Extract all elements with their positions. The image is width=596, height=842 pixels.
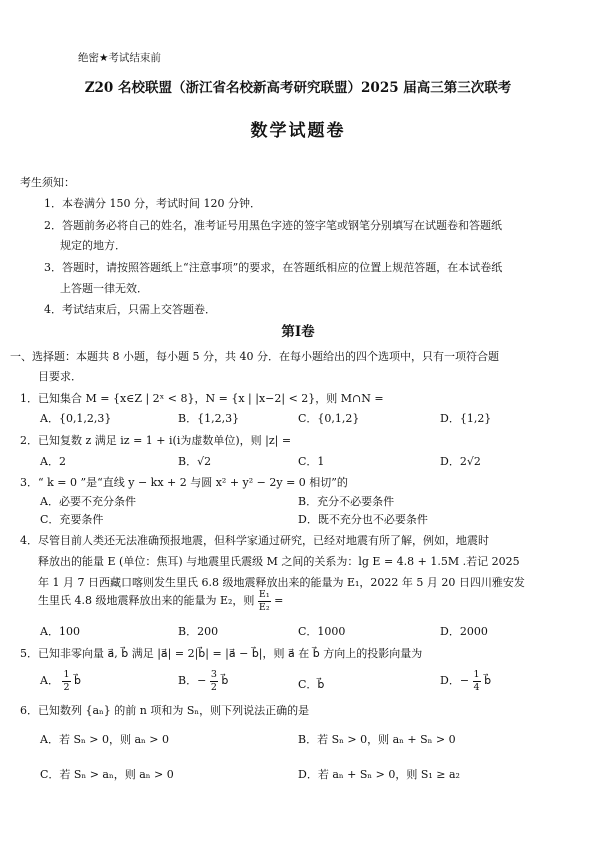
question-2-stem: 2．已知复数 z 满足 iz = 1 + i(i为虚数单位)，则 |z| =	[20, 434, 292, 447]
q6-option-a: A．若 Sₙ > 0，则 aₙ > 0	[40, 733, 169, 746]
energy-ratio-fraction	[258, 590, 271, 612]
q5-option-a	[40, 670, 81, 692]
exam-title: Z20 名校联盟（浙江省名校新高考研究联盟）2025 届高三第三次联考	[84, 80, 512, 96]
section-instructions-cont: 目要求．	[38, 370, 82, 383]
q5-d-fraction	[473, 670, 481, 692]
q5-option-d	[440, 670, 491, 692]
q1-option-d: D．{1,2}	[440, 412, 492, 425]
q2-option-d: D．2√2	[440, 455, 481, 468]
q5-d-vector: b⃗	[484, 674, 492, 687]
question-4-line-1: 4．尽管目前人类还无法准确预报地震，但科学家通过研究，已经对地震有所了解，例如，地震时	[20, 534, 489, 547]
q5-b-fraction	[210, 670, 218, 692]
q5-option-c: C．b⃗	[298, 678, 325, 691]
q2-option-a: A．2	[40, 455, 66, 468]
notice-item-1: 1．本卷满分 150 分，考试时间 120 分钟．	[44, 197, 261, 210]
q4-option-a: A．100	[40, 625, 80, 638]
question-3-stem: 3．“ k = 0 ”是“直线 y − kx + 2 与圆 x² + y² − 2y = 0 相切”的	[20, 476, 348, 489]
q5-a-num: 1	[63, 669, 70, 680]
question-4-line-2: 释放出的能量 E (单位：焦耳) 与地震里氏震级 M 之间的关系为：lg E = 4.8 + 1.5M .若记 2025	[38, 555, 520, 568]
q5-a-prefix: A．	[40, 674, 59, 687]
notice-item-4: 4．考试结束后，只需上交答题卷．	[44, 303, 216, 316]
secret-label: 绝密★考试结束前	[78, 52, 161, 64]
q6-option-c: C．若 Sₙ > aₙ，则 aₙ > 0	[40, 768, 174, 781]
q5-a-fraction	[62, 670, 70, 692]
q5-a-den: 2	[63, 681, 70, 693]
q5-b-den: 2	[210, 681, 217, 693]
q5-d-num: 1	[473, 669, 480, 680]
q5-b-num: 3	[210, 669, 217, 680]
q2-option-c: C．1	[298, 455, 325, 468]
question-4-line-4	[38, 590, 283, 612]
question-4-line-3: 年 1 月 7 日西藏口喀则发生里氏 6.8 级地震释放出来的能量为 E₁，2022 年 5 月 20 日四川雅安发	[38, 576, 525, 589]
q5-b-prefix: B．−	[178, 674, 207, 687]
fraction-numerator: E₁	[258, 589, 270, 600]
fraction-denominator: E₂	[258, 601, 270, 613]
notice-item-2: 2．答题前务必将自己的姓名，准考证号用黑色字迹的签字笔或钢笔分别填写在试题卷和答题纸	[44, 219, 502, 232]
q4-line-4-text: 生里氏 4.8 级地震释放出来的能量为 E₂，则	[38, 594, 255, 607]
notice-item-3-cont: 上答题一律无效．	[60, 282, 148, 295]
notice-item-2-cont: 规定的地方．	[60, 239, 126, 252]
q1-option-c: C．{0,1,2}	[298, 412, 360, 425]
q2-option-b: B．√2	[178, 455, 212, 468]
q1-option-a: A．{0,1,2,3}	[40, 412, 112, 425]
q5-b-vector: b⃗	[221, 674, 229, 687]
notice-heading: 考生须知：	[20, 176, 75, 189]
question-5-stem: 5．已知非零向量 a⃗, b⃗ 满足 |a⃗| = 2|b⃗| = |a⃗ − b⃗|，则 a⃗ 在 b⃗ 方向上的投影向量为	[20, 647, 423, 660]
q4-equals: =	[274, 594, 284, 607]
notice-item-3: 3．答题时，请按照答题纸上“注意事项”的要求，在答题纸相应的位置上规范答题，在本试卷纸	[44, 261, 503, 274]
q5-a-vector: b⃗	[74, 674, 81, 687]
q3-option-d: D．既不充分也不必要条件	[298, 513, 428, 526]
q4-option-d: D．2000	[440, 625, 488, 638]
q6-option-b: B．若 Sₙ > 0，则 aₙ + Sₙ > 0	[298, 733, 456, 746]
q6-option-d: D．若 aₙ + Sₙ > 0，则 S₁ ≥ a₂	[298, 768, 460, 781]
q5-d-prefix: D．−	[440, 674, 470, 687]
part-title: 第Ⅰ卷	[281, 324, 315, 340]
q5-option-b	[178, 670, 228, 692]
q1-option-b: B．{1,2,3}	[178, 412, 240, 425]
q3-option-a: A．必要不充分条件	[40, 495, 136, 508]
section-instructions: 一、选择题：本题共 8 小题，每小题 5 分，共 40 分．在每小题给出的四个选项中，只有一项符合题	[10, 350, 499, 363]
q4-option-b: B．200	[178, 625, 219, 638]
q3-option-c: C．充要条件	[40, 513, 104, 526]
exam-subtitle: 数学试题卷	[250, 121, 346, 141]
q4-option-c: C．1000	[298, 625, 346, 638]
q3-option-b: B．充分不必要条件	[298, 495, 395, 508]
question-1-stem: 1．已知集合 M = {x∈Z | 2ˣ < 8}，N = {x | |x−2| < 2}，则 M∩N =	[20, 392, 384, 405]
q5-d-den: 4	[473, 681, 480, 693]
question-6-stem: 6．已知数列 {aₙ} 的前 n 项和为 Sₙ，则下列说法正确的是	[20, 704, 310, 717]
